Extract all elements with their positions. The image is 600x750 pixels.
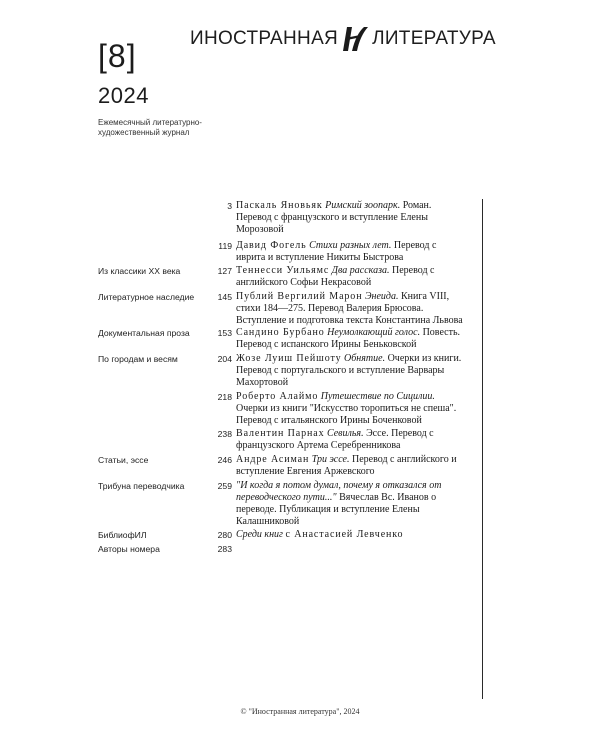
toc-author: Паскаль Яновьяк — [236, 200, 323, 211]
toc-entry-text — [236, 454, 468, 478]
toc-title: Энеида. — [364, 291, 399, 302]
toc-entry-text — [236, 265, 468, 289]
toc-title: Стихи разных лет. — [309, 240, 392, 251]
toc-entry-text — [236, 480, 468, 528]
toc-author: Публий Вергилий Марон — [236, 291, 363, 302]
toc-author: Сандино Бурбано — [236, 327, 325, 338]
toc-page-number: 153 — [217, 328, 232, 338]
toc-page-number: 145 — [217, 292, 232, 302]
toc-entry-text — [236, 391, 468, 427]
toc-author: Жозе Луиш Пейшоту — [236, 353, 342, 364]
toc-section: Трибуна переводчика — [98, 481, 185, 491]
toc-section: Документальная проза — [98, 328, 190, 338]
journal-subtitle: Ежемесячный литературно-художественный журнал — [98, 118, 202, 137]
toc-description: Перевод с английского Софьи Некрасовой — [236, 265, 435, 288]
toc-description: с Анастасией Левченко — [285, 529, 404, 540]
toc-page-number: 280 — [217, 530, 232, 540]
toc-title: Обнятие. — [344, 353, 386, 364]
toc-page-number: 119 — [218, 241, 232, 251]
toc-description: Перевод с английского и вступление Евгения Аржевского — [236, 454, 457, 477]
toc-author: Теннесси Уильямс — [236, 265, 330, 276]
toc-title: Римский зоопарк. — [325, 200, 401, 211]
toc-description: Роман. Перевод с французского и вступление Елены Морозовой — [236, 200, 432, 235]
toc-author: Роберто Алаймо — [236, 391, 319, 402]
masthead-title-left: ИНОСТРАННАЯ — [190, 28, 339, 49]
footer-copyright: © "Иностранная литература", 2024 — [240, 707, 360, 716]
toc-section: Авторы номера — [98, 544, 160, 554]
issue-number: [8] — [98, 38, 137, 74]
toc-entry-text — [236, 200, 468, 236]
toc-description: Очерки из книги. Перевод с португальского и вступление Варвары Махортовой — [236, 353, 462, 388]
toc-entry-text — [236, 240, 468, 264]
toc-description: Вячеслав Вс. Иванов о переводе. Публикация и вступление Елены Калашниковой — [236, 492, 437, 527]
toc-description: Повесть. Перевод с испанского Ирины Беньковской — [236, 327, 461, 350]
toc-page-number: 246 — [217, 455, 232, 465]
toc-description: Перевод с иврита и вступление Никиты Быстрова — [236, 240, 437, 263]
toc-title: Два рассказа. — [331, 265, 390, 276]
toc-entry-text — [236, 428, 468, 452]
toc-author: Давид Фогель — [236, 240, 307, 251]
toc-section: Статьи, эссе — [98, 455, 149, 465]
column-divider — [482, 199, 483, 699]
toc-page-number: 238 — [217, 429, 232, 439]
toc-description: Книга VIII, стихи 184—275. Перевод Валерия Брюсова. Вступление и подготовка текста Константина Львова — [236, 291, 463, 326]
toc-section: БиблиофИЛ — [98, 530, 147, 540]
toc-title: Неумолкающий голос. — [327, 327, 421, 338]
toc-entry-text — [236, 291, 468, 327]
toc-title: "И когда я потом думал, почему я отказался от переводческого пути..." — [236, 480, 442, 503]
toc-page-number: 283 — [217, 544, 232, 554]
issue-year: 2024 — [98, 83, 149, 108]
toc-entry-text — [236, 353, 468, 389]
toc-title: Путешествие по Сицилии. — [320, 391, 435, 402]
toc-entry-text — [236, 327, 468, 351]
toc-page-number: 204 — [217, 354, 232, 364]
toc-entry-text — [236, 529, 468, 541]
toc-title: Среди книг — [236, 529, 283, 540]
masthead-title-right: ЛИТЕРАТУРА — [372, 28, 496, 49]
toc-description: Очерки из книги "Искусство торопиться не спеша". Перевод с итальянского Ирины Боченковой — [236, 403, 457, 426]
toc-author: Андре Асиман — [236, 454, 310, 465]
toc-title: Севилья. — [327, 428, 364, 439]
toc-section: Литературное наследие — [98, 292, 195, 302]
toc-page-number: 259 — [217, 481, 232, 491]
toc-page-number: 218 — [217, 392, 232, 402]
masthead — [190, 24, 496, 54]
il-logo-icon — [343, 24, 369, 54]
toc-section: Из классики XX века — [98, 266, 181, 276]
toc-page-number: 3 — [227, 201, 232, 211]
toc-author: Валентин Парнах — [236, 428, 325, 439]
toc-title: Три эссе. — [311, 454, 350, 465]
toc-section: По городам и весям — [98, 354, 178, 364]
toc-page-number: 127 — [217, 266, 232, 276]
toc-description: Эссе. Перевод с французского Артема Серебренникова — [236, 428, 434, 451]
